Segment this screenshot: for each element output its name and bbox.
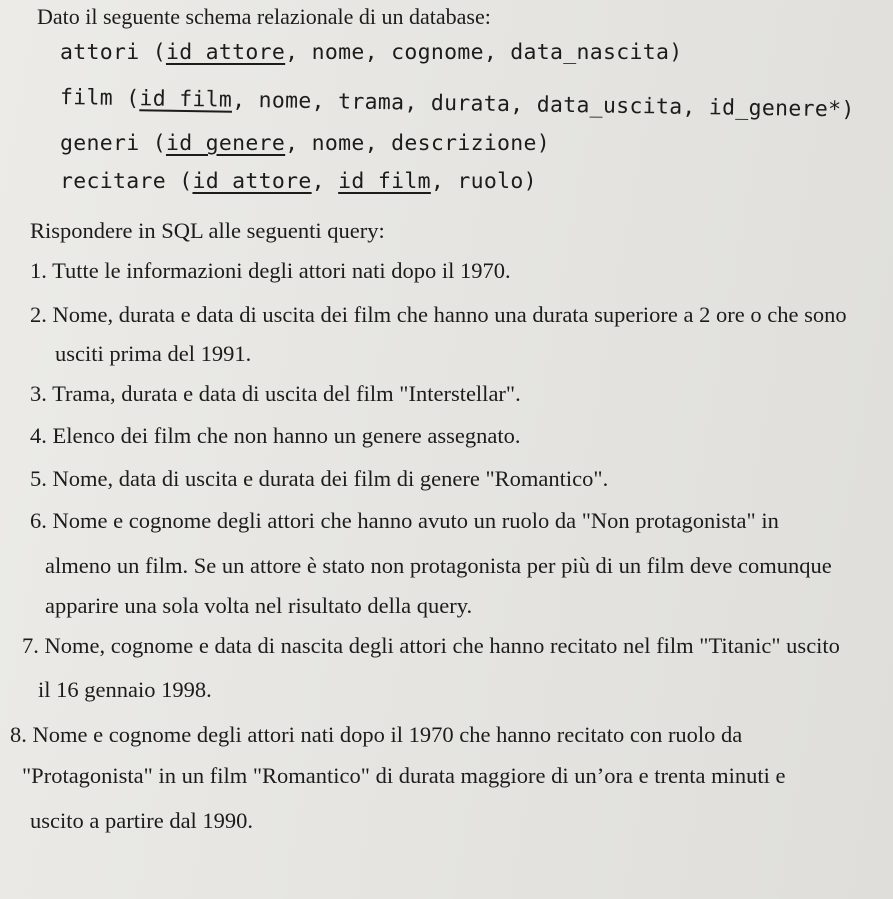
- intro-text: Dato il seguente schema relazionale di un database:: [37, 4, 491, 29]
- primary-key-id-film-recitare: id_film: [338, 169, 431, 194]
- query-6-line-1: 6. Nome e cognome degli attori che hanno avuto un ruolo da "Non protagonista" in: [30, 508, 779, 533]
- primary-key-id-film: id_film: [139, 86, 233, 113]
- schema-attori: [60, 40, 682, 65]
- key-separator: ,: [311, 169, 339, 194]
- query-4: 4. Elenco dei film che non hanno un genere assegnato.: [30, 423, 521, 448]
- primary-key-id-attore-recitare: id_attore: [192, 169, 312, 194]
- query-6-line-2: almeno un film. Se un attore è stato non protagonista per più di un film deve comunque: [45, 553, 832, 578]
- table-name-generi: generi (: [60, 131, 166, 156]
- query-8-line-1: 8. Nome e cognome degli attori nati dopo il 1970 che hanno recitato con ruolo da: [10, 722, 743, 747]
- table-name-attori: attori (: [60, 40, 166, 65]
- generi-columns: , nome, descrizione): [285, 131, 551, 156]
- primary-key-id-genere: id_genere: [165, 131, 286, 156]
- schema-film: [60, 85, 855, 122]
- query-1: 1. Tutte le informazioni degli attori nati dopo il 1970.: [30, 258, 511, 283]
- film-columns: , nome, trama, durata, data_uscita, id_genere*): [231, 87, 855, 123]
- schema-recitare: [60, 169, 537, 194]
- primary-key-id-attore: id_attore: [165, 40, 286, 65]
- query-8-line-2: "Protagonista" in un film "Romantico" di durata maggiore di un’ora e trenta minuti e: [22, 763, 786, 788]
- query-3: 3. Trama, durata e data di uscita del film "Interstellar".: [30, 381, 521, 406]
- query-2-line-1: 2. Nome, durata e data di uscita dei film che hanno una durata superiore a 2 ore o che sono: [30, 302, 847, 327]
- query-7-line-1: 7. Nome, cognome e data di nascita degli attori che hanno recitato nel film "Titanic" uscito: [22, 633, 840, 658]
- attori-columns: , nome, cognome, data_nascita): [285, 40, 683, 65]
- table-name-film: film (: [59, 85, 140, 112]
- query-6-line-3: apparire una sola volta nel risultato della query.: [45, 593, 473, 618]
- instructions-text: Rispondere in SQL alle seguenti query:: [30, 218, 385, 243]
- schema-generi: [60, 131, 550, 156]
- query-2-line-2: usciti prima del 1991.: [55, 341, 252, 366]
- table-name-recitare: recitare (: [60, 169, 193, 194]
- recitare-columns: , ruolo): [430, 169, 537, 194]
- query-7-line-2: il 16 gennaio 1998.: [38, 677, 212, 702]
- query-5: 5. Nome, data di uscita e durata dei film di genere "Romantico".: [30, 466, 609, 491]
- query-8-line-3: uscito a partire dal 1990.: [30, 808, 254, 833]
